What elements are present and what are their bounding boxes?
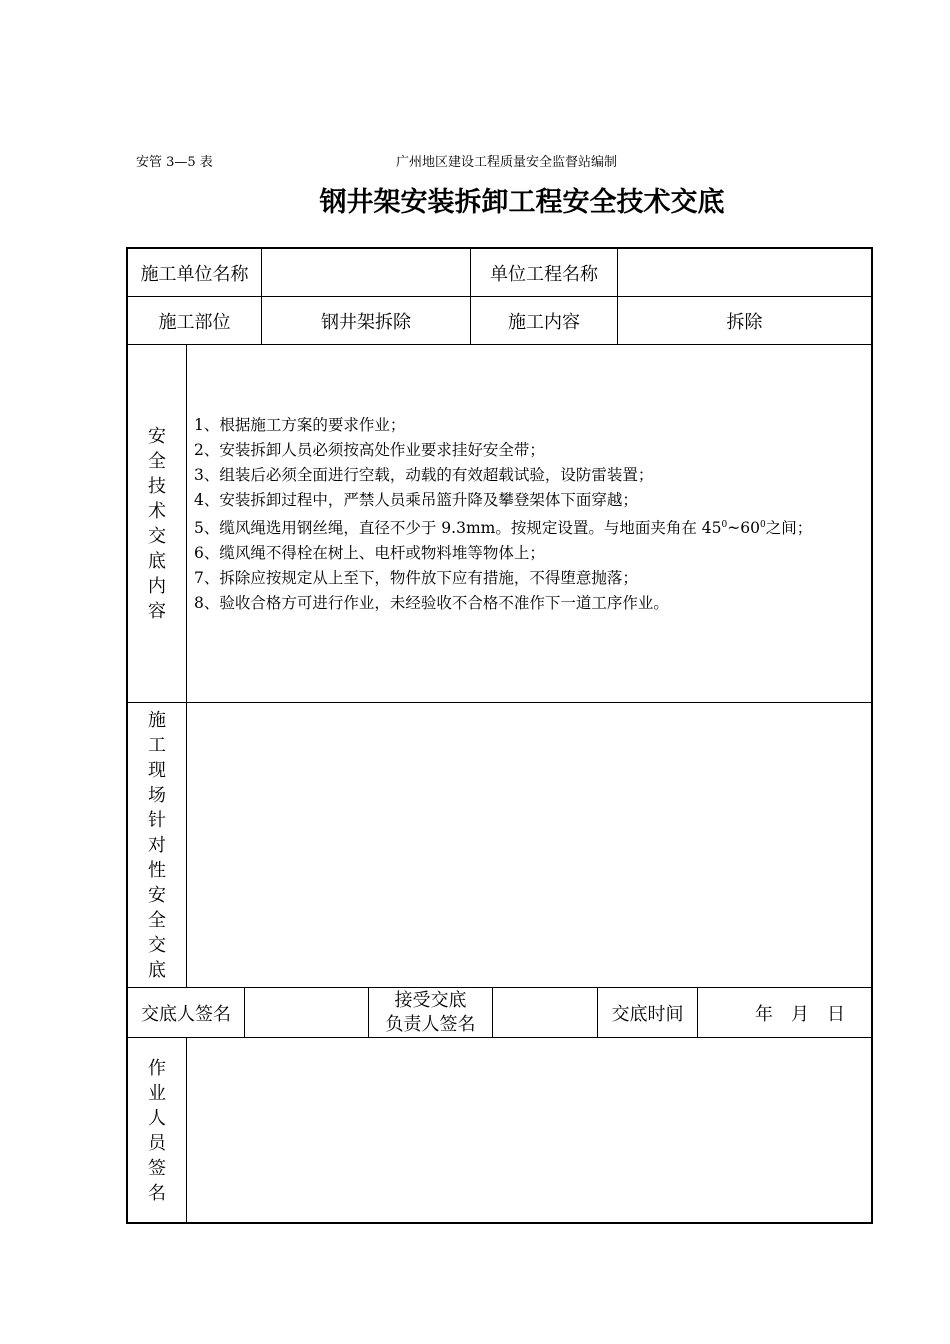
- receiver-signature-field[interactable]: [493, 988, 597, 1037]
- giver-signature-field[interactable]: [245, 988, 368, 1037]
- row-divider-2: [127, 344, 872, 345]
- safety-item: 2、安装拆卸人员必须按高处作业要求挂好安全带；: [194, 441, 545, 459]
- construction-unit-field[interactable]: [262, 249, 470, 296]
- safety-item: 7、拆除应按规定从上至下，物件放下应有措施，不得堕意抛落；: [194, 569, 638, 588]
- project-name-label: 单位工程名称: [490, 263, 598, 285]
- site-specific-content[interactable]: [187, 703, 872, 987]
- safety-item: 1、根据施工方案的要求作业；: [194, 416, 406, 434]
- safety-item: 4、安装拆卸过程中，严禁人员乘吊篮升降及攀登架体下面穿越；: [194, 491, 638, 509]
- safety-item: 3、组装后必须全面进行空载，动载的有效超载试验，设防雷装置；: [194, 466, 654, 484]
- row-divider-3-left: [127, 702, 186, 703]
- construction-unit-label: 施工单位名称: [140, 263, 249, 285]
- document-title: 钢井架安装拆卸工程安全技术交底: [319, 187, 725, 218]
- project-name-field[interactable]: [618, 249, 871, 296]
- safety-item-5: 5、缆风绳选用钢丝绳，直径不少于 9.3mm。按规定设置。与地面夹角在 $45^0\sim 60^0$之间；: [194, 519, 813, 538]
- construction-content-label: 施工内容: [508, 311, 580, 333]
- handover-date-field[interactable]: 年 月 日: [755, 1003, 845, 1025]
- receiver-signature-label: 接受交底 负责人签名: [385, 989, 476, 1035]
- handover-time-label: 交底时间: [611, 1003, 684, 1025]
- worker-signature-area[interactable]: [187, 1038, 872, 1223]
- safety-items: [194, 413, 812, 616]
- safety-item: 6、缆风绳不得栓在树上、电杆或物料堆等物体上；: [194, 544, 545, 563]
- construction-part-value[interactable]: 钢井架拆除: [321, 311, 411, 333]
- construction-content-value[interactable]: 拆除: [726, 311, 763, 333]
- worker-signature-label: 作 业 人 员 签 名: [148, 1058, 166, 1204]
- safety-item: 8、验收合格方可进行作业，未经验收不合格不准作下一道工序作业。: [194, 594, 669, 613]
- site-specific-label: 施 工 现 场 针 对 性 安 全 交 底: [148, 710, 166, 981]
- form-number: 安管 3—5 表: [136, 155, 213, 170]
- construction-part-label: 施工部位: [158, 311, 231, 333]
- issuer-text: 广州地区建设工程质量安全监督站编制: [396, 155, 618, 170]
- safety-content-label: 安 全 技 术 交 底 内 容: [148, 426, 166, 622]
- giver-signature-label: 交底人签名: [141, 1003, 231, 1025]
